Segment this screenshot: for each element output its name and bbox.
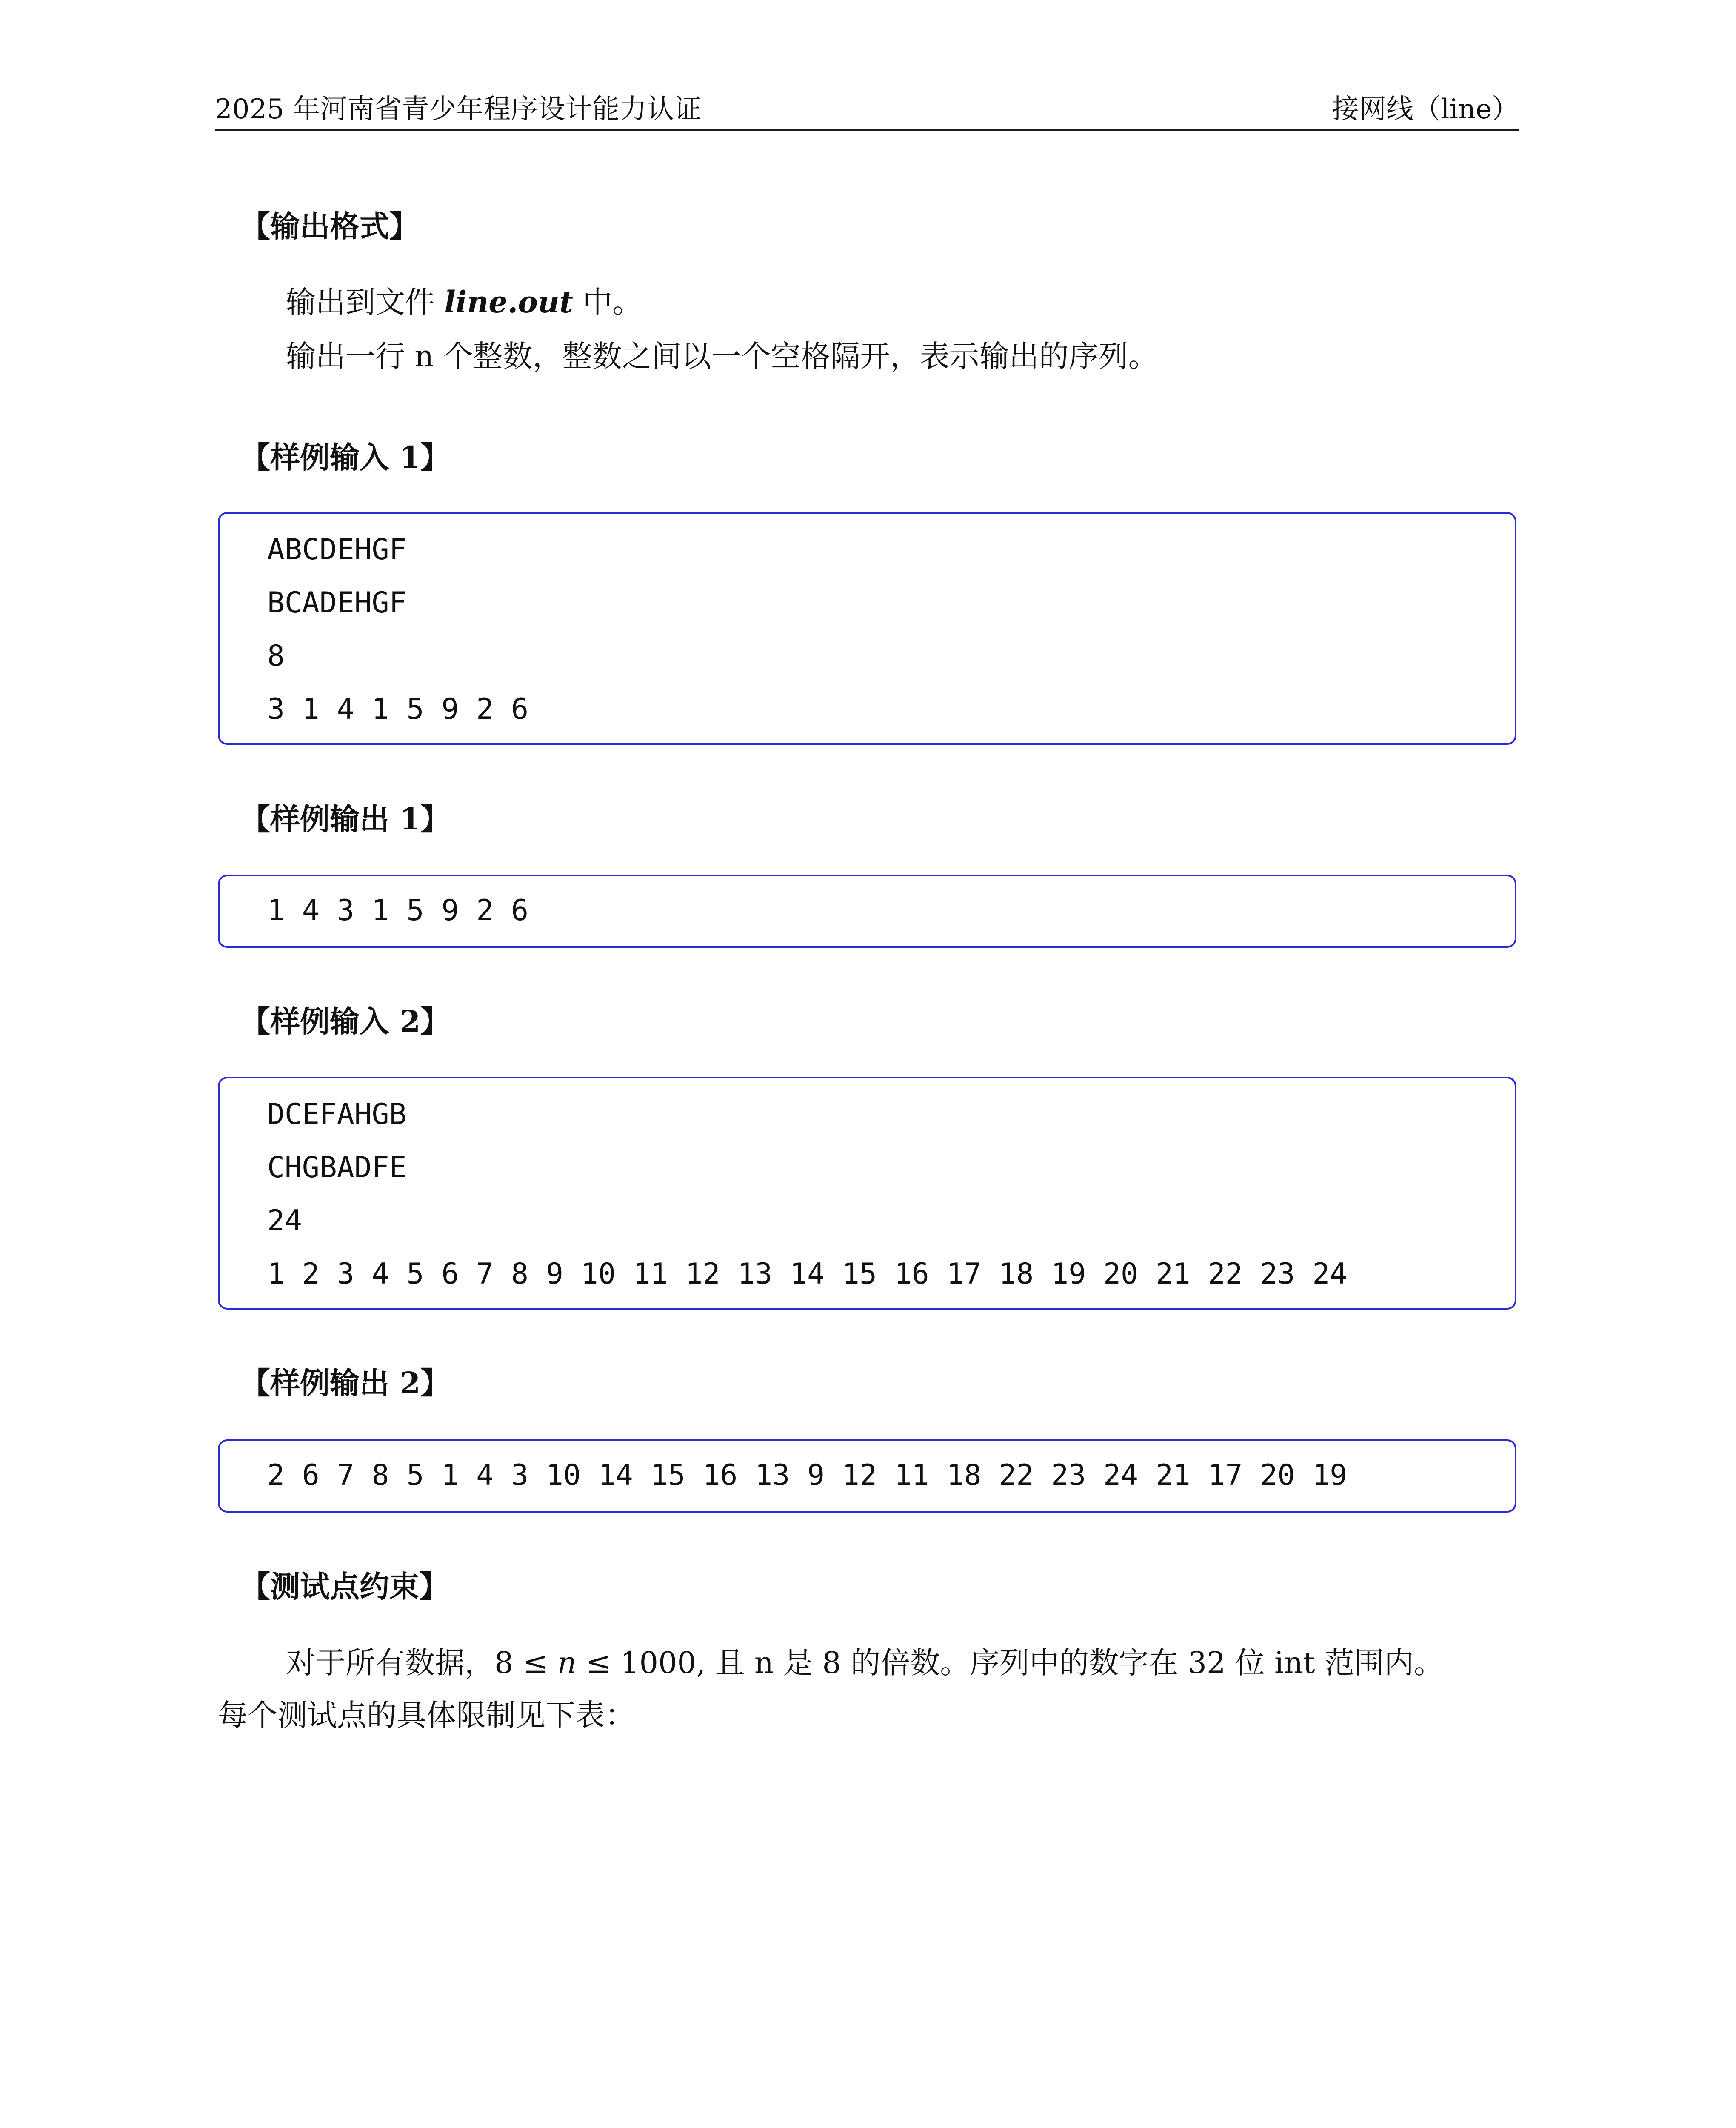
sample-input-1-box: [218, 512, 1516, 745]
output-format-line1-suffix: 中。: [573, 285, 642, 320]
output-format-line1: [286, 283, 642, 321]
header-problem-name: 接网线（line）: [1331, 94, 1519, 125]
code-line: CHGBADFE: [267, 1151, 407, 1184]
constraints-var-n: n: [557, 1645, 577, 1680]
sample-input-2-title: 【样例输入 2】: [240, 1004, 451, 1039]
code-line: DCEFAHGB: [267, 1098, 407, 1131]
output-format-title: 【输出格式】: [240, 209, 419, 244]
sample-input-1-title: 【样例输入 1】: [240, 440, 451, 475]
output-format-line1-prefix: 输出到文件: [286, 285, 445, 320]
sample-input-2-box: [218, 1077, 1516, 1310]
header-contest-title: 2025 年河南省青少年程序设计能力认证: [215, 94, 702, 125]
code-line: 2 6 7 8 5 1 4 3 10 14 15 16 13 9 12 11 18 22 23 24 21 17 20 19: [267, 1459, 1348, 1492]
constraints-line1-b: ≤ 1000, 且 n 是 8 的倍数。序列中的数字在 32 位 int 范围内。: [576, 1645, 1444, 1680]
code-line: 8: [267, 639, 285, 673]
sample-output-1-box: [218, 875, 1516, 948]
code-line: 1 4 3 1 5 9 2 6: [267, 894, 529, 927]
sample-output-2-title: 【样例输出 2】: [240, 1365, 451, 1401]
sample-output-2-box: [218, 1439, 1516, 1513]
output-file-name: line.out: [444, 284, 574, 320]
sample-output-1-title: 【样例输出 1】: [240, 801, 451, 837]
code-line: 24: [267, 1204, 302, 1238]
constraints-title: 【测试点约束】: [240, 1569, 449, 1604]
page-header: [215, 87, 1519, 131]
code-line: 3 1 4 1 5 9 2 6: [267, 692, 529, 726]
output-format-line2: 输出一行 n 个整数，整数之间以一个空格隔开，表示输出的序列。: [286, 339, 1158, 374]
constraints-line1: [286, 1644, 1444, 1682]
code-line: 1 2 3 4 5 6 7 8 9 10 11 12 13 14 15 16 17 18 19 20 21 22 23 24: [267, 1257, 1348, 1291]
constraints-line1-a: 对于所有数据，8 ≤: [286, 1645, 557, 1680]
code-line: ABCDEHGF: [267, 533, 407, 566]
constraints-line2: 每个测试点的具体限制见下表：: [218, 1698, 635, 1733]
code-line: BCADEHGF: [267, 586, 407, 620]
